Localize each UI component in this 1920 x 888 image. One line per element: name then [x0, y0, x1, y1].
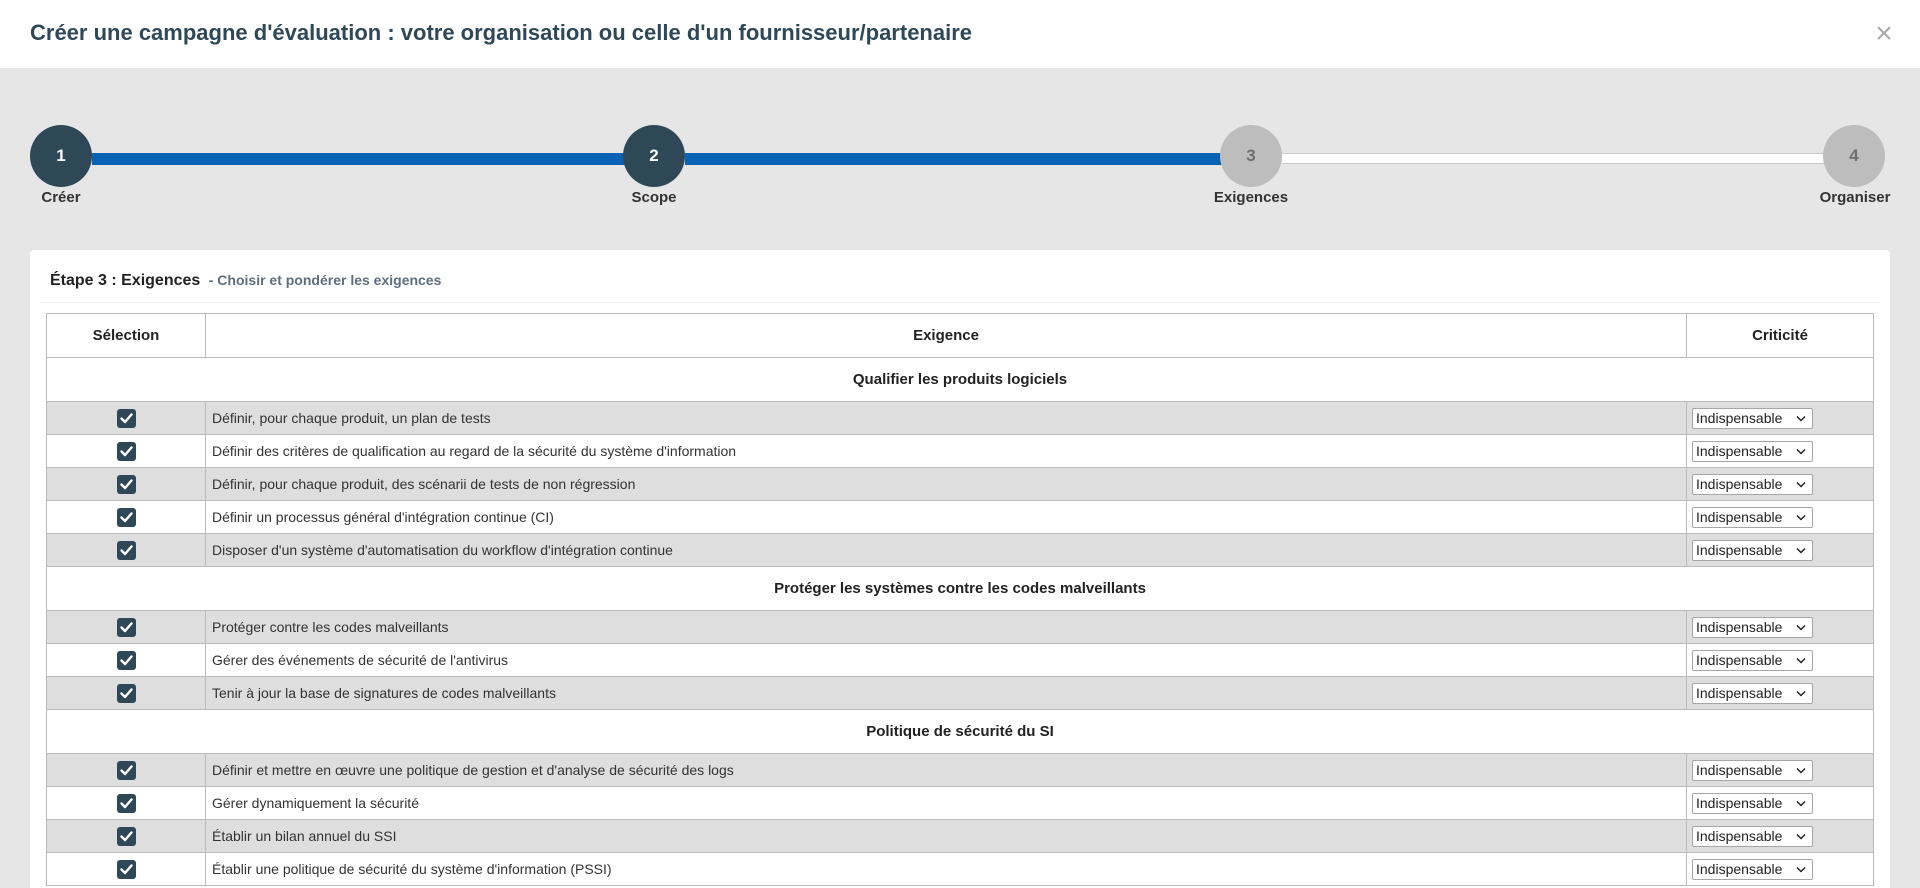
chevron-down-icon: [1792, 833, 1806, 840]
selection-checkbox[interactable]: [117, 508, 136, 527]
step-2-circle[interactable]: 2: [623, 125, 685, 187]
chevron-down-icon: [1792, 866, 1806, 873]
table-row: [47, 468, 1874, 501]
criticality-select[interactable]: [1692, 793, 1813, 814]
modal-title: Créer une campagne d'évaluation : votre organisation ou celle d'un fournisseur/partenaire: [30, 20, 973, 45]
stepper-track-3-4: [1282, 153, 1824, 164]
modal-header: [0, 0, 1920, 69]
selection-cell: [47, 534, 206, 567]
step-3-label: Exigences: [1213, 189, 1289, 206]
chevron-down-icon: [1792, 657, 1806, 664]
selection-cell: [47, 754, 206, 787]
criticality-value: Indispensable: [1696, 685, 1783, 701]
criticality-value: Indispensable: [1696, 795, 1783, 811]
criticality-cell: [1687, 468, 1874, 501]
stepper-track-1-2: [92, 153, 625, 165]
table-row: [47, 644, 1874, 677]
criticality-value: Indispensable: [1696, 762, 1783, 778]
criticality-cell: [1687, 754, 1874, 787]
criticality-select[interactable]: [1692, 683, 1813, 704]
criticality-select[interactable]: [1692, 507, 1813, 528]
chevron-down-icon: [1792, 690, 1806, 697]
selection-cell: [47, 501, 206, 534]
selection-checkbox[interactable]: [117, 475, 136, 494]
selection-checkbox[interactable]: [117, 761, 136, 780]
chevron-down-icon: [1792, 767, 1806, 774]
selection-cell: [47, 435, 206, 468]
chevron-down-icon: [1792, 514, 1806, 521]
chevron-down-icon: [1792, 547, 1806, 554]
selection-checkbox[interactable]: [117, 618, 136, 637]
table-row: [47, 402, 1874, 435]
requirement-label: Définir, pour chaque produit, un plan de tests: [206, 402, 1687, 435]
criticality-cell: [1687, 787, 1874, 820]
criticality-select[interactable]: [1692, 441, 1813, 462]
criticality-value: Indispensable: [1696, 619, 1783, 635]
selection-checkbox[interactable]: [117, 827, 136, 846]
selection-cell: [47, 853, 206, 886]
requirement-label: Gérer des événements de sécurité de l'antivirus: [206, 644, 1687, 677]
requirement-label: Définir des critères de qualification au regard de la sécurité du système d'information: [206, 435, 1687, 468]
criticality-value: Indispensable: [1696, 509, 1783, 525]
requirement-label: Définir, pour chaque produit, des scénarii de tests de non régression: [206, 468, 1687, 501]
criticality-select[interactable]: [1692, 540, 1813, 561]
requirements-table-body: [47, 358, 1874, 886]
chevron-down-icon: [1792, 415, 1806, 422]
criticality-cell: [1687, 820, 1874, 853]
requirement-label: Protéger contre les codes malveillants: [206, 611, 1687, 644]
criticality-select[interactable]: [1692, 474, 1813, 495]
criticality-cell: [1687, 534, 1874, 567]
table-row: [47, 611, 1874, 644]
criticality-select[interactable]: [1692, 617, 1813, 638]
selection-cell: [47, 402, 206, 435]
table-row: [47, 435, 1874, 468]
criticality-value: Indispensable: [1696, 652, 1783, 668]
table-row: [47, 677, 1874, 710]
criticality-value: Indispensable: [1696, 542, 1783, 558]
header-criticality[interactable]: Criticité: [1687, 314, 1874, 358]
selection-checkbox[interactable]: [117, 442, 136, 461]
criticality-cell: [1687, 402, 1874, 435]
criticality-select[interactable]: [1692, 859, 1813, 880]
panel-heading: [50, 272, 441, 290]
step-1-label: Créer: [41, 189, 81, 206]
header-requirement[interactable]: Exigence: [206, 314, 1687, 358]
requirement-label: Définir un processus général d'intégration continue (CI): [206, 501, 1687, 534]
requirement-label: Tenir à jour la base de signatures de codes malveillants: [206, 677, 1687, 710]
criticality-select[interactable]: [1692, 826, 1813, 847]
criticality-cell: [1687, 501, 1874, 534]
selection-checkbox[interactable]: [117, 684, 136, 703]
criticality-value: Indispensable: [1696, 476, 1783, 492]
selection-cell: [47, 820, 206, 853]
stepper-track-2-3: [685, 153, 1222, 165]
divider: [40, 302, 1880, 303]
criticality-cell: [1687, 611, 1874, 644]
panel-subtitle: - Choisir et pondérer les exigences: [208, 272, 442, 288]
step-3-circle[interactable]: 3: [1220, 125, 1282, 187]
group-row: [47, 567, 1874, 611]
step-2-label: Scope: [631, 189, 677, 206]
step-1-circle[interactable]: 1: [30, 125, 92, 187]
selection-cell: [47, 787, 206, 820]
criticality-cell: [1687, 435, 1874, 468]
requirement-label: Disposer d'un système d'automatisation du workflow d'intégration continue: [206, 534, 1687, 567]
panel-title: Étape 3 : Exigences: [50, 272, 201, 289]
selection-cell: [47, 677, 206, 710]
requirements-table: [46, 313, 1874, 886]
table-row: [47, 754, 1874, 787]
criticality-cell: [1687, 677, 1874, 710]
criticality-value: Indispensable: [1696, 443, 1783, 459]
chevron-down-icon: [1792, 481, 1806, 488]
requirement-label: Gérer dynamiquement la sécurité: [206, 787, 1687, 820]
chevron-down-icon: [1792, 800, 1806, 807]
selection-checkbox[interactable]: [117, 651, 136, 670]
requirement-label: Établir une politique de sécurité du système d'information (PSSI): [206, 853, 1687, 886]
criticality-select[interactable]: [1692, 408, 1813, 429]
chevron-down-icon: [1792, 624, 1806, 631]
selection-cell: [47, 468, 206, 501]
criticality-cell: [1687, 644, 1874, 677]
step-4-label: Organiser: [1819, 189, 1891, 206]
group-row: [47, 358, 1874, 402]
selection-checkbox[interactable]: [117, 541, 136, 560]
header-selection[interactable]: Sélection: [47, 314, 206, 358]
table-row: [47, 787, 1874, 820]
requirement-label: Établir un bilan annuel du SSI: [206, 820, 1687, 853]
table-row: [47, 853, 1874, 886]
table-row: [47, 501, 1874, 534]
selection-checkbox[interactable]: [117, 409, 136, 428]
criticality-select[interactable]: [1692, 650, 1813, 671]
selection-checkbox[interactable]: [117, 860, 136, 879]
step-4-circle[interactable]: 4: [1823, 125, 1885, 187]
group-row: [47, 710, 1874, 754]
close-icon[interactable]: ×: [1875, 17, 1893, 50]
chevron-down-icon: [1792, 448, 1806, 455]
wizard-stepper: [0, 69, 1920, 219]
criticality-value: Indispensable: [1696, 861, 1783, 877]
selection-cell: [47, 644, 206, 677]
group-title: Qualifier les produits logiciels: [47, 358, 1874, 402]
criticality-value: Indispensable: [1696, 410, 1783, 426]
requirements-panel: [30, 250, 1890, 888]
selection-checkbox[interactable]: [117, 794, 136, 813]
selection-cell: [47, 611, 206, 644]
group-title: Politique de sécurité du SI: [47, 710, 1874, 754]
criticality-value: Indispensable: [1696, 828, 1783, 844]
group-title: Protéger les systèmes contre les codes malveillants: [47, 567, 1874, 611]
table-row: [47, 820, 1874, 853]
criticality-select[interactable]: [1692, 760, 1813, 781]
requirement-label: Définir et mettre en œuvre une politique de gestion et d'analyse de sécurité des logs: [206, 754, 1687, 787]
table-row: [47, 534, 1874, 567]
criticality-cell: [1687, 853, 1874, 886]
